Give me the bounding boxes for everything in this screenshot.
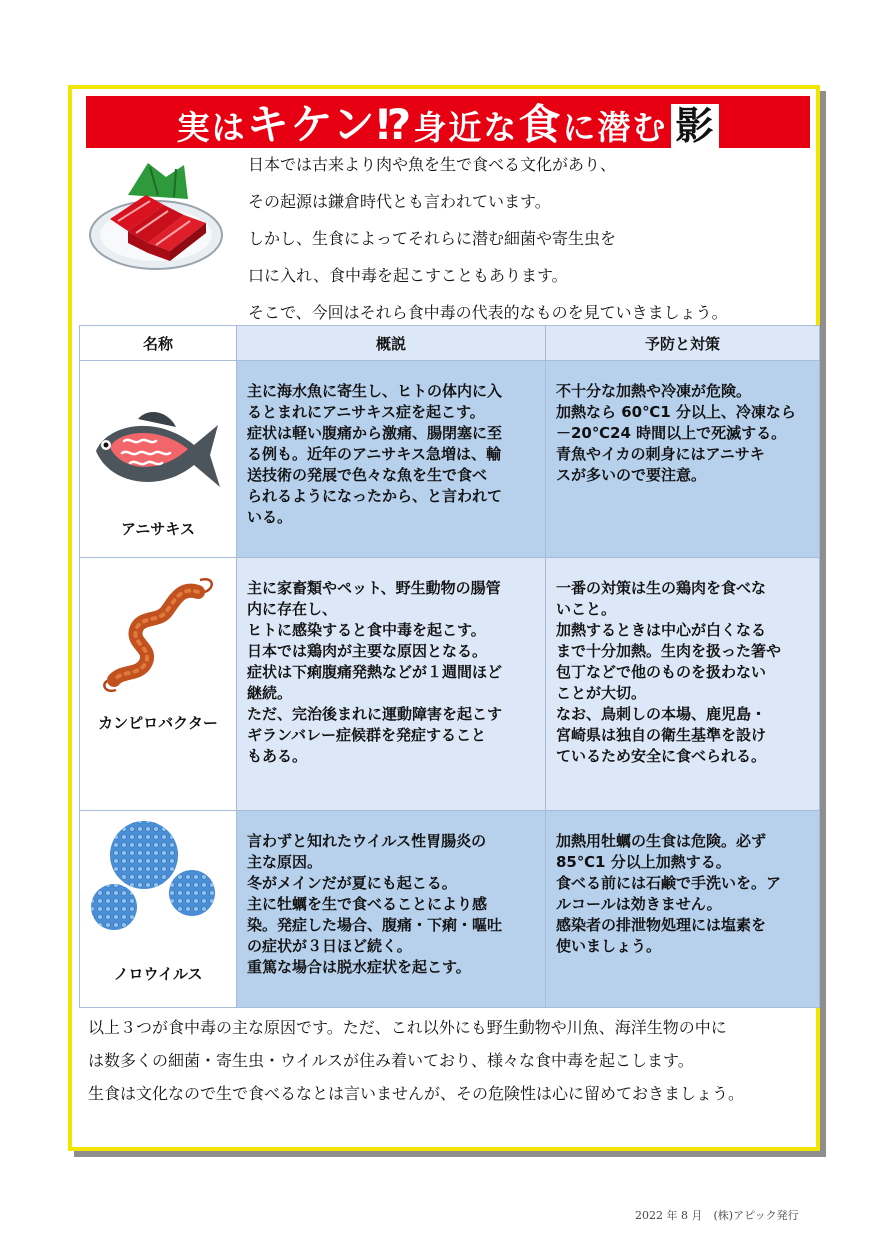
virus-icon: [88, 817, 228, 935]
title-part: 実は: [176, 108, 247, 147]
prevention-line: 青魚やイカの刺身にはアニサキ: [556, 445, 765, 463]
closing-text: [88, 1015, 818, 1114]
name-cell: [80, 811, 237, 1008]
prevention-line: 宮崎県は独自の衛生基準を設け: [556, 726, 767, 744]
bacteria-icon: [96, 572, 222, 698]
prevention-line: 包丁などで他のものを扱わない: [556, 663, 767, 681]
overview-line: 主な原因。: [247, 853, 323, 871]
overview-line: られるようになったから、と言われて: [247, 487, 503, 505]
prevention-cell: [546, 361, 820, 558]
prevention-line: なお、鳥刺しの本場、鹿児島・: [556, 705, 767, 723]
prevention-line: ているため安全に食べられる。: [556, 747, 767, 765]
title-part: に潜む: [562, 108, 668, 147]
name-cell: [80, 558, 237, 811]
pathogen-name: アニサキス: [121, 520, 195, 538]
prevention-line: －20℃24 時間以上で死滅する。: [556, 424, 787, 442]
sashimi-icon: [88, 155, 224, 273]
prevention-line: 85℃1 分以上加熱する。: [556, 853, 731, 871]
overview-line: 症状は下痢腹痛発熱などが１週間ほど: [247, 663, 503, 681]
fish-icon: [88, 405, 224, 501]
prevention-line: 不十分な加熱や冷凍が危険。: [556, 382, 752, 400]
overview-line: ヒトに感染すると食中毒を起こす。: [247, 621, 486, 639]
closing-line: 生食は文化なので生で食べるなとは言いませんが、その危険性は心に留めておきましょう。: [88, 1084, 745, 1103]
overview-line: の症状が３日ほど続く。: [247, 937, 412, 955]
overview-line: 日本では鶏肉が主要な原因となる。: [247, 642, 488, 660]
prevention-line: 加熱用牡蠣の生食は危険。必ず: [556, 832, 767, 850]
header-overview: 概説: [237, 326, 546, 361]
overview-line: いる。: [247, 508, 293, 526]
overview-line: 継続。: [247, 684, 293, 702]
intro-text: [248, 150, 818, 335]
table-row: [80, 811, 820, 1008]
prevention-line: 使いましょう。: [556, 937, 662, 955]
prevention-line: 加熱なら 60℃1 分以上、冷凍なら: [556, 403, 796, 421]
prevention-line: ことが大切。: [556, 684, 647, 702]
prevention-cell: [546, 811, 820, 1008]
prevention-line: 一番の対策は生の鶏肉を食べな: [556, 579, 767, 597]
overview-line: 症状は軽い腹痛から激痛、腸閉塞に至: [247, 424, 503, 442]
title-part: 食: [518, 100, 563, 149]
food-poisoning-table: [79, 325, 820, 1008]
overview-line: 送技術の発展で色々な魚を生で食べ: [247, 466, 488, 484]
table-header-row: [80, 326, 820, 361]
overview-line: ただ、完治後まれに運動障害を起こす: [247, 705, 503, 723]
prevention-line: ルコールは効きません。: [556, 895, 722, 913]
prevention-line: スが多いので要注意。: [556, 466, 707, 484]
overview-line: 主に牡蠣を生で食べることにより感: [247, 895, 488, 913]
overview-line: 主に海水魚に寄生し、ヒトの体内に入: [247, 382, 503, 400]
overview-cell: [237, 361, 546, 558]
page-title: [177, 92, 720, 152]
overview-line: ギランバレー症候群を発症すること: [247, 726, 486, 744]
overview-line: るとまれにアニサキス症を起こす。: [247, 403, 485, 421]
pathogen-name: ノロウイルス: [113, 965, 203, 983]
overview-line: 重篤な場合は脱水症状を起こす。: [247, 958, 471, 976]
table-row: [80, 361, 820, 558]
title-banner: [86, 96, 810, 148]
intro-line: 日本では古来より肉や魚を生で食べる文化があり、: [248, 155, 617, 174]
title-part: 影: [671, 104, 719, 148]
header-prevention: 予防と対策: [546, 326, 820, 361]
overview-line: 主に家畜類やペット、野生動物の腸管: [247, 579, 501, 597]
intro-line: その起源は鎌倉時代とも言われています。: [248, 192, 551, 211]
overview-cell: [237, 558, 546, 811]
intro-line: 口に入れ、食中毒を起こすこともあります。: [248, 266, 568, 285]
overview-line: 言わずと知れたウイルス性胃腸炎の: [247, 832, 487, 850]
prevention-line: いこと。: [556, 600, 617, 618]
overview-line: 内に存在し、: [247, 600, 338, 618]
intro-line: そこで、今回はそれら食中毒の代表的なものを見ていきましょう。: [248, 303, 728, 322]
overview-line: 染。発症した場合、腹痛・下痢・嘔吐: [247, 916, 503, 934]
intro-line: しかし、生食によってそれらに潜む細菌や寄生虫を: [248, 229, 617, 248]
overview-line: もある。: [247, 747, 308, 765]
prevention-line: まで十分加熱。生肉を扱った箸や: [556, 642, 782, 660]
title-part: 身近な: [413, 108, 519, 147]
overview-line: る例も。近年のアニサキス急増は、輸: [247, 445, 501, 463]
overview-line: 冬がメインだが夏にも起こる。: [247, 874, 457, 892]
prevention-line: 感染者の排泄物処理には塩素を: [556, 916, 767, 934]
name-cell: [80, 361, 237, 558]
pathogen-name: カンピロバクター: [98, 714, 218, 732]
closing-line: は数多くの細菌・寄生虫・ウイルスが住み着いており、様々な食中毒を起こします。: [88, 1051, 694, 1070]
overview-cell: [237, 811, 546, 1008]
title-part: キケン⁉: [246, 100, 414, 149]
prevention-line: 加熱するときは中心が白くなる: [556, 621, 767, 639]
closing-line: 以上３つが食中毒の主な原因です。ただ、これ以外にも野生動物や川魚、海洋生物の中に: [88, 1018, 727, 1037]
table-row: [80, 558, 820, 811]
header-name: 名称: [80, 326, 237, 361]
prevention-line: 食べる前には石鹸で手洗いを。ア: [556, 874, 782, 892]
publisher-footer: 2022 年 8 月 (株)アピック発行: [635, 1209, 799, 1222]
prevention-cell: [546, 558, 820, 811]
